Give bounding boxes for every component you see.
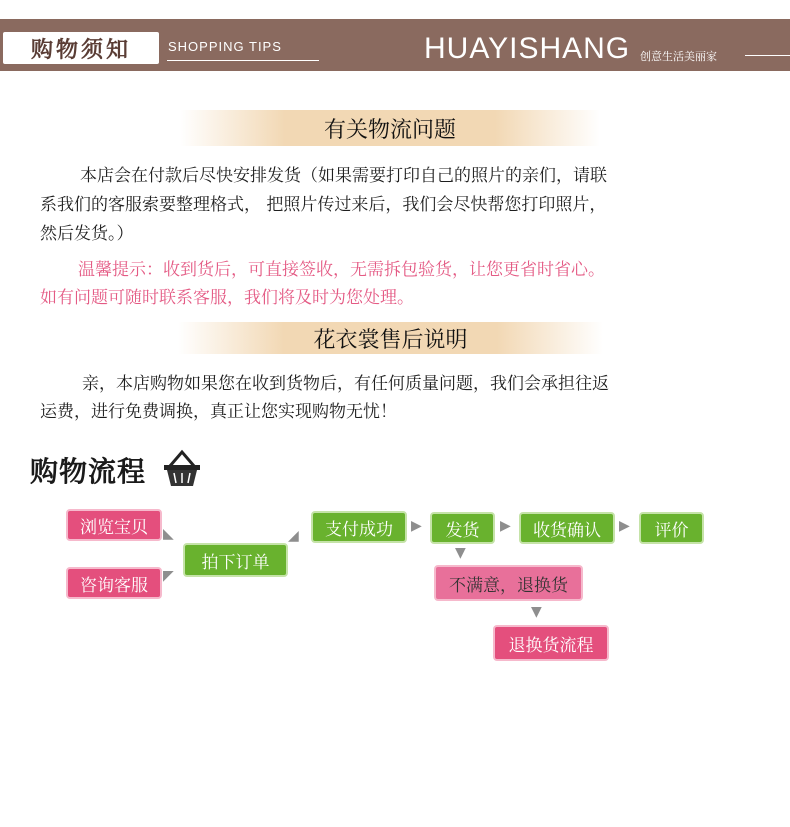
shopping-notice-tag: 购物须知 [3,32,159,64]
step-review: 评价 [639,512,704,544]
brand-name: HUAYISHANG [424,32,631,65]
step-return-flow: 退换货流程 [493,625,609,661]
arrow-down-icon: ▼ [455,545,466,561]
step-ship: 发货 [430,512,495,544]
arrow-right-icon: ▶ [500,518,511,534]
step-unsatisfied-return: 不满意，退换货 [434,565,583,601]
step-confirm: 收货确认 [519,512,615,544]
logistics-text-line-3: 然后发货。） [40,224,134,244]
after-sales-text-line-1: 亲，本店购物如果您在收到货物后，有任何质量问题，我们会承担往返 [82,374,609,394]
step-pay: 支付成功 [311,511,407,543]
step-browse: 浏览宝贝 [66,509,162,541]
logistics-text-line-2: 系我们的客服索要整理格式， 把照片传过来后，我们会尽快帮您打印照片， [40,195,607,215]
shopping-basket-icon [160,448,204,492]
tip-text-line-1: 温馨提示：收到货后，可直接签收，无需拆包验货，让您更省时省心。 [78,260,605,280]
shopping-tips-label: SHOPPING TIPS [168,39,282,54]
after-sales-section-title: 花衣裳售后说明 [178,322,603,354]
step-order: 拍下订单 [183,543,288,577]
logistics-text-line-1: 本店会在付款后尽快安排发货（如果需要打印自己的照片的亲们，请联 [80,166,607,186]
arrow-up-right-icon: ◢ [288,528,299,544]
arrow-right-icon: ▶ [411,518,422,534]
tip-text-line-2: 如有问题可随时联系客服，我们将及时为您处理。 [40,288,414,308]
arrow-down-right-icon: ◣ [163,526,174,542]
arrow-up-right-icon: ◤ [163,568,174,584]
shopping-flow-title: 购物流程 [30,455,147,488]
logistics-section-title: 有关物流问题 [180,110,600,146]
tips-underline [167,60,319,61]
slogan-line [745,55,790,56]
after-sales-text-line-2: 运费，进行免费调换，真正让您实现购物无忧！ [40,402,397,422]
arrow-right-icon: ▶ [619,518,630,534]
brand-slogan: 创意生活美丽家 [640,50,717,63]
step-consult: 咨询客服 [66,567,162,599]
arrow-down-icon: ▼ [531,604,542,620]
